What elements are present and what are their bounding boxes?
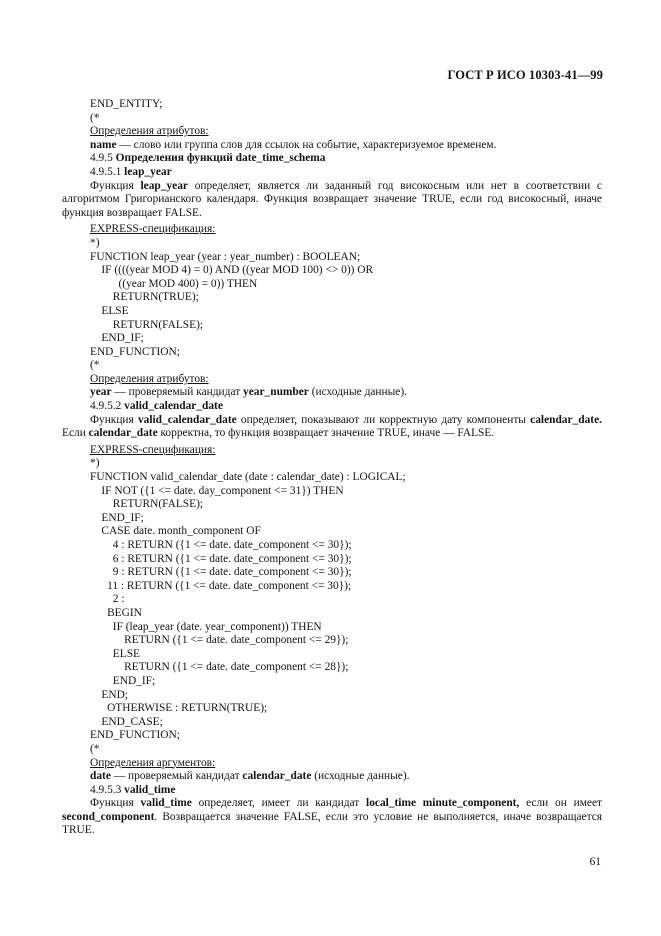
code-line: FUNCTION leap_year (year : year_number) : BOOLEAN; bbox=[90, 250, 361, 263]
clause-title bbox=[62, 400, 602, 414]
clause-title bbox=[62, 152, 602, 166]
code-line: RETURN ({1 <= date. date_component <= 29}); bbox=[90, 634, 349, 647]
term: date bbox=[90, 770, 111, 783]
definition-text: — слово или группа слов для ссылок на событие, характеризуемое временем. bbox=[116, 138, 497, 151]
clause-number: 4.9.5.2 bbox=[90, 400, 125, 413]
term: valid_time bbox=[140, 797, 192, 810]
text: корректна, то функция возвращает значение TRUE, иначе — FALSE. bbox=[157, 427, 495, 440]
section-heading: Определения атрибутов: bbox=[90, 125, 209, 138]
clause-title bbox=[62, 166, 602, 180]
text: Если bbox=[62, 427, 89, 440]
code-line: (* bbox=[90, 359, 100, 372]
code-line: END_CASE; bbox=[90, 715, 163, 728]
definition-line bbox=[62, 139, 602, 153]
page-header: ГОСТ Р ИСО 10303-41—99 bbox=[447, 68, 603, 82]
code-line: OTHERWISE : RETURN(TRUE); bbox=[90, 702, 268, 715]
term: calendar_date bbox=[242, 770, 312, 783]
definition-line bbox=[62, 770, 602, 784]
paragraph bbox=[62, 414, 602, 441]
clause-name: valid_calendar_date bbox=[124, 400, 223, 413]
term: calendar_date. bbox=[530, 413, 602, 426]
text: Функция bbox=[90, 179, 141, 192]
term: year_number bbox=[243, 386, 309, 399]
page-number: 61 bbox=[589, 856, 601, 868]
code-line: IF (leap_year (date. year_component)) THEN bbox=[90, 620, 322, 633]
text: (исходные данные). bbox=[308, 386, 407, 399]
clause-number: 4.9.5 bbox=[90, 152, 116, 165]
code-line: 4 : RETURN ({1 <= date. date_component <= 30}); bbox=[90, 539, 352, 551]
comment-close: *) bbox=[90, 236, 100, 249]
term: second_component bbox=[62, 810, 155, 823]
code-line: (* bbox=[90, 742, 100, 755]
text: определяет, показывают ли корректную дату компоненты bbox=[236, 413, 531, 426]
term: local_time minute_component, bbox=[366, 797, 520, 810]
comment-close: *) bbox=[90, 457, 100, 470]
code-line: RETURN(TRUE); bbox=[90, 291, 199, 304]
paragraph bbox=[62, 180, 602, 221]
code-line: BEGIN bbox=[90, 606, 142, 619]
term: leap_year bbox=[140, 179, 188, 192]
paragraph bbox=[62, 797, 602, 838]
section-heading: EXPRESS-спецификация: bbox=[90, 223, 216, 236]
text: . Возвращается значение FALSE, если это условие не выполняется, иначе возвращается TRUE. bbox=[62, 810, 602, 837]
code-line: END_FUNCTION; bbox=[90, 345, 180, 358]
clause-name: valid_time bbox=[124, 783, 176, 796]
clause-number: 4.9.5.1 bbox=[90, 165, 125, 178]
text: определяет, имеет ли кандидат bbox=[191, 797, 367, 810]
clause-name: leap_year bbox=[124, 165, 172, 178]
code-line: RETURN(FALSE); bbox=[90, 498, 204, 511]
text: — проверяемый кандидат bbox=[110, 770, 243, 783]
code-line: 9 : RETURN ({1 <= date. date_component <= 30}); bbox=[90, 566, 352, 579]
code-line: END_FUNCTION; bbox=[90, 729, 180, 742]
clause-name: Определения функций date_time_schema bbox=[115, 152, 326, 165]
code-line: 11 : RETURN ({1 <= date. date_component <= 30}); bbox=[90, 579, 352, 592]
term: year bbox=[90, 386, 112, 399]
section-heading: EXPRESS-спецификация: bbox=[90, 443, 216, 456]
text: (исходные данные). bbox=[311, 770, 410, 783]
term: calendar_date bbox=[88, 427, 158, 440]
text: если он имеет bbox=[519, 797, 603, 810]
text: Функция bbox=[90, 413, 138, 426]
clause-number: 4.9.5.3 bbox=[90, 783, 125, 796]
code-line: ELSE bbox=[90, 647, 140, 660]
code-line: END_ENTITY; bbox=[90, 98, 163, 110]
code-line: ((year MOD 400) = 0)) THEN bbox=[90, 277, 258, 290]
term: name bbox=[90, 138, 117, 151]
term: valid_calendar_date bbox=[137, 413, 237, 426]
page-body bbox=[62, 98, 602, 838]
code-line: ELSE bbox=[90, 304, 129, 317]
code-block-leap-year bbox=[62, 251, 602, 373]
definition-line bbox=[62, 386, 602, 400]
code-block-valid-calendar-date bbox=[62, 471, 602, 756]
code-line: END_IF; bbox=[90, 332, 144, 345]
code-line: RETURN ({1 <= date. date_component <= 28}); bbox=[90, 661, 349, 674]
text: определяет, является ли заданный год високосным или нет в соответствии с алгоритмом Григорианского календаря. Функция возвращает значение TRUE, если год високосный, иначе функция возвращает FALSE. bbox=[62, 179, 602, 219]
code-line: END_IF; bbox=[90, 674, 156, 687]
code-line: 6 : RETURN ({1 <= date. date_component <= 30}); bbox=[90, 552, 352, 565]
code-line: RETURN(FALSE); bbox=[90, 318, 204, 331]
code-line: IF ((((year MOD 4) = 0) AND ((year MOD 100) <> 0)) OR bbox=[90, 264, 374, 277]
code-line: FUNCTION valid_calendar_date (date : calendar_date) : LOGICAL; bbox=[90, 471, 406, 484]
code-line: 2 : bbox=[90, 593, 125, 606]
clause-title bbox=[62, 784, 602, 798]
comment-open: (* bbox=[90, 111, 100, 124]
code-line: END; bbox=[90, 688, 128, 701]
code-line: END_IF; bbox=[90, 511, 144, 524]
text: Функция bbox=[90, 797, 141, 810]
code-line: IF NOT ({1 <= date. day_component <= 31}) THEN bbox=[90, 484, 344, 497]
code-line: CASE date. month_component OF bbox=[90, 525, 261, 538]
section-heading: Определения аргументов: bbox=[90, 756, 216, 769]
text: — проверяемый кандидат bbox=[111, 386, 244, 399]
section-heading: Определения атрибутов: bbox=[90, 372, 209, 385]
